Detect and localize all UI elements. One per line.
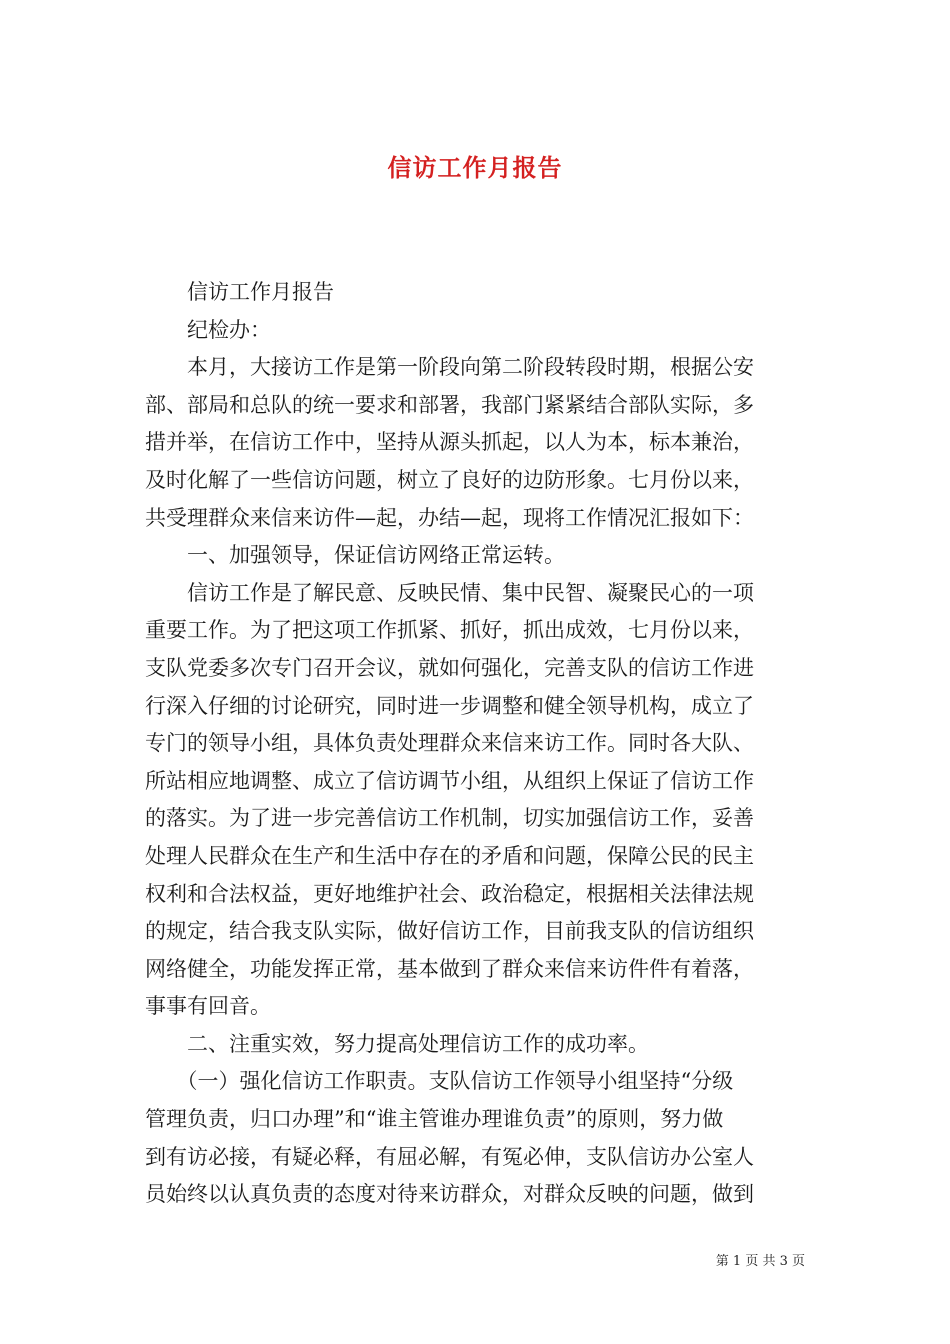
- page-number: 第 1 页 共 3 页: [715, 1254, 805, 1269]
- text-line: 措并举，在信访工作中，坚持从源头抓起，以人为本，标本兼治，: [145, 430, 754, 455]
- text-line: 的规定，结合我支队实际，做好信访工作，目前我支队的信访组织: [145, 919, 754, 944]
- text-line: 事事有回音。: [145, 994, 271, 1019]
- paragraph: [145, 575, 805, 1026]
- document-title: 信访工作月报告: [387, 153, 563, 183]
- text-line: 所站相应地调整、成立了信访调节小组，从组织上保证了信访工作: [145, 768, 754, 793]
- paragraph: [145, 1026, 805, 1064]
- text-line: 及时化解了一些信访问题，树立了良好的边防形象。七月份以来，: [145, 467, 754, 492]
- text-line: 到有访必接，有疑必释，有屈必解，有冤必伸，支队信访办公室人: [145, 1144, 754, 1169]
- text-line: 专门的领导小组，具体负责处理群众来信来访工作。同时各大队、: [145, 731, 754, 756]
- text-line: 权利和合法权益，更好地维护社会、政治稳定，根据相关法律法规: [145, 881, 754, 906]
- paragraph: [145, 537, 805, 575]
- text-line: 二、注重实效，努力提高处理信访工作的成功率。: [145, 1031, 649, 1056]
- text-line: 纪检办：: [145, 317, 271, 342]
- text-line: 本月，大接访工作是第一阶段向第二阶段转段时期，根据公安: [145, 355, 754, 380]
- paragraph: [145, 274, 805, 312]
- text-line: 的落实。为了进一步完善信访工作机制，切实加强信访工作，妥善: [145, 806, 754, 831]
- paragraph: [145, 349, 805, 537]
- paragraph: [145, 312, 805, 350]
- text-line: （一）强化信访工作职责。支队信访工作领导小组坚持“分级: [145, 1069, 734, 1094]
- text-line: 员始终以认真负责的态度对待来访群众，对群众反映的问题，做到: [145, 1182, 754, 1207]
- paragraph: [145, 1063, 805, 1213]
- text-line: 信访工作是了解民意、反映民情、集中民智、凝聚民心的一项: [145, 580, 754, 605]
- text-line: 重要工作。为了把这项工作抓紧、抓好，抓出成效，七月份以来，: [145, 618, 754, 643]
- document-body: [145, 274, 805, 1214]
- text-line: 管理负责，归口办理”和“谁主管谁办理谁负责”的原则，努力做: [145, 1107, 724, 1132]
- text-line: 处理人民群众在生产和生活中存在的矛盾和问题，保障公民的民主: [145, 843, 754, 868]
- text-line: 共受理群众来信来访件—起，办结—起，现将工作情况汇报如下：: [145, 505, 754, 530]
- text-line: 信访工作月报告: [145, 280, 334, 304]
- text-line: 部、部局和总队的统一要求和部署，我部门紧紧结合部队实际，多: [145, 392, 754, 417]
- text-line: 行深入仔细的讨论研究，同时进一步调整和健全领导机构，成立了: [145, 693, 754, 718]
- text-line: 一、加强领导，保证信访网络正常运转。: [145, 543, 565, 568]
- text-line: 网络健全，功能发挥正常，基本做到了群众来信来访件件有着落，: [145, 956, 754, 981]
- text-line: 支队党委多次专门召开会议，就如何强化，完善支队的信访工作进: [145, 655, 754, 680]
